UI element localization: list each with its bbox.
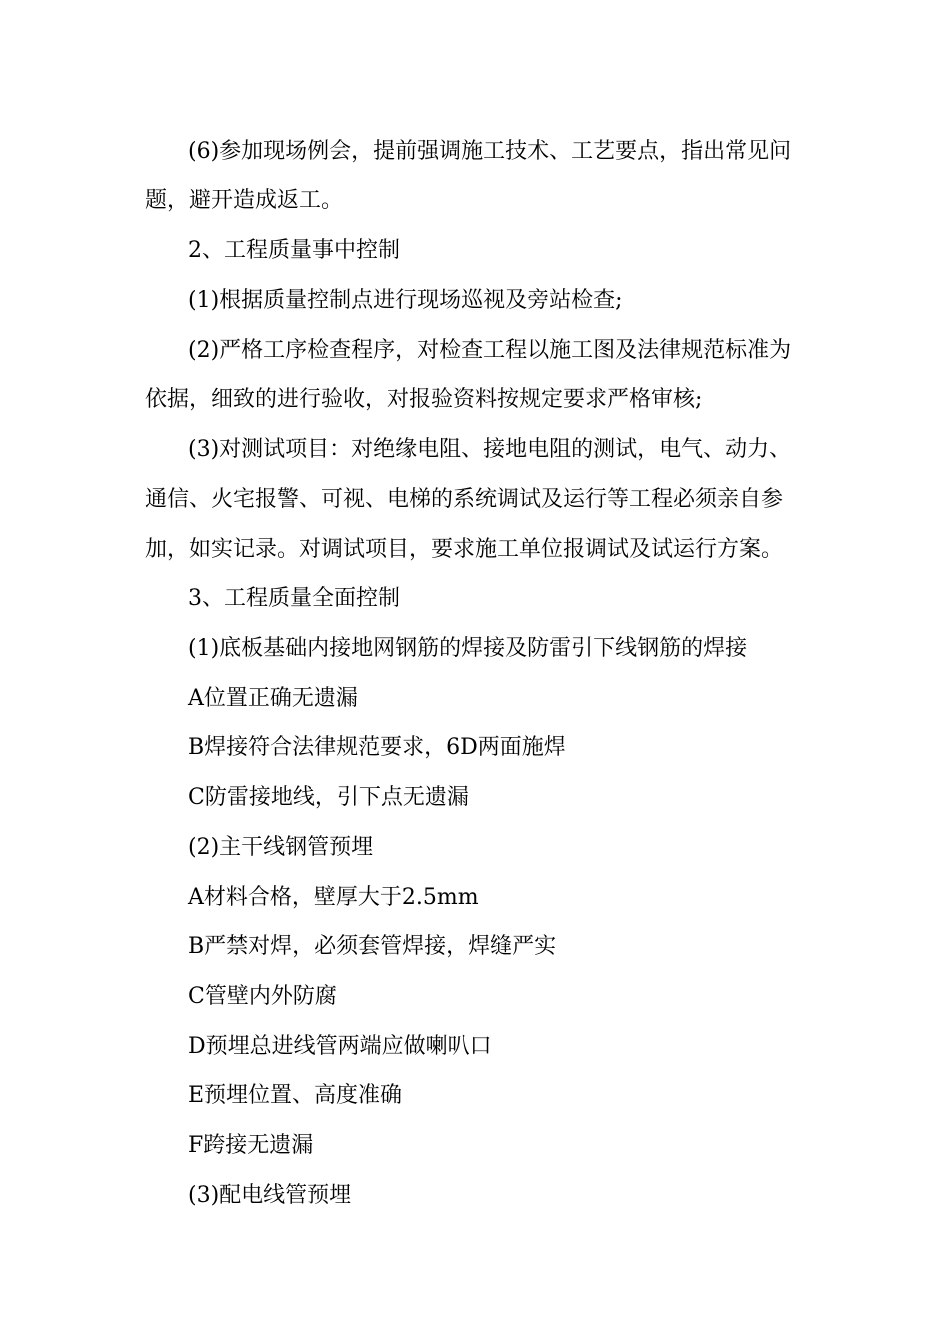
- sub-item-b: B严禁对焊，必须套管焊接，焊缝严实: [188, 934, 557, 959]
- sub-item-e: E预埋位置、高度准确: [188, 1083, 403, 1108]
- sub-item-a: A位置正确无遗漏: [188, 686, 358, 711]
- sub-item-d: D预埋总进线管两端应做喇叭口: [188, 1034, 492, 1059]
- list-item-distribution-conduit: (3)配电线管预埋: [188, 1183, 352, 1208]
- sub-item-a: A材料合格，壁厚大于2.5mm: [188, 885, 479, 910]
- list-item-procedure: (2)严格工序检查程序，对检查工程以施工图及法律规范标准为: [188, 338, 792, 363]
- sub-item-c: C管壁内外防腐: [188, 984, 337, 1009]
- section-heading-in-process-control: 2、工程质量事中控制: [188, 238, 400, 263]
- list-item-main-conduit: (2)主干线钢管预埋: [188, 835, 374, 860]
- sub-item-c: C防雷接地线，引下点无遗漏: [188, 785, 469, 810]
- list-item-testing: (3)对测试项目：对绝缘电阻、接地电阻的测试，电气、动力、: [188, 437, 792, 462]
- sub-item-b: B焊接符合法律规范要求，6D两面施焊: [188, 735, 566, 760]
- paragraph-line-continuation: 通信、火宅报警、可视、电梯的系统调试及运行等工程必须亲自参: [145, 487, 784, 512]
- sub-item-f: F跨接无遗漏: [188, 1133, 314, 1158]
- list-item-inspection: (1)根据质量控制点进行现场巡视及旁站检查;: [188, 288, 623, 313]
- paragraph-line-continuation: 依据，细致的进行验收，对报验资料按规定要求严格审核;: [145, 387, 703, 412]
- paragraph-line-preconstruction-meeting: (6)参加现场例会，提前强调施工技术、工艺要点，指出常见问: [188, 139, 792, 164]
- paragraph-line-continuation: 题，避开造成返工。: [145, 188, 344, 213]
- paragraph-line-continuation: 加，如实记录。对调试项目，要求施工单位报调试及试运行方案。: [145, 537, 784, 562]
- list-item-grounding-welding: (1)底板基础内接地网钢筋的焊接及防雷引下线钢筋的焊接: [188, 636, 748, 661]
- section-heading-overall-control: 3、工程质量全面控制: [188, 586, 400, 611]
